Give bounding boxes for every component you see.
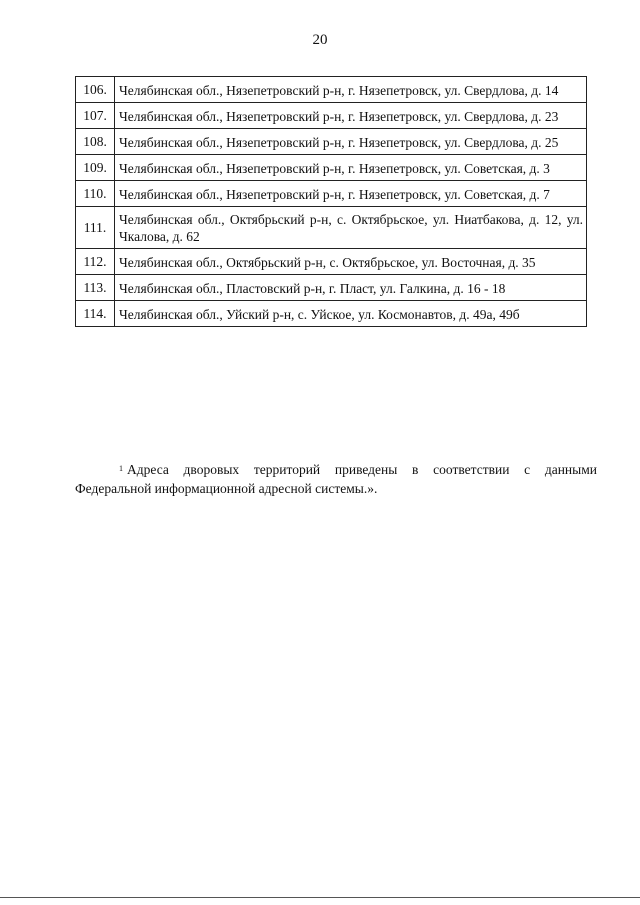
table-row bbox=[76, 103, 587, 129]
row-address: Челябинская обл., Нязепетровский р-н, г. Нязепетровск, ул. Свердлова, д. 25 bbox=[115, 129, 587, 155]
row-address: Челябинская обл., Нязепетровский р-н, г. Нязепетровск, ул. Свердлова, д. 23 bbox=[115, 103, 587, 129]
table-row bbox=[76, 249, 587, 275]
table-row bbox=[76, 129, 587, 155]
row-number: 106. bbox=[76, 77, 115, 103]
row-number: 112. bbox=[76, 249, 115, 275]
row-address: Челябинская обл., Октябрьский р-н, с. Октябрьское, ул. Ниатбакова, д. 12, ул. Чкалова, д. 62 bbox=[115, 207, 587, 249]
row-number: 110. bbox=[76, 181, 115, 207]
row-address: Челябинская обл., Пластовский р-н, г. Пласт, ул. Галкина, д. 16 - 18 bbox=[115, 275, 587, 301]
address-table-body bbox=[76, 77, 587, 327]
table-row bbox=[76, 275, 587, 301]
row-number: 113. bbox=[76, 275, 115, 301]
row-address: Челябинская обл., Нязепетровский р-н, г. Нязепетровск, ул. Советская, д. 3 bbox=[115, 155, 587, 181]
row-number: 111. bbox=[76, 207, 115, 249]
table-row bbox=[76, 155, 587, 181]
row-address: Челябинская обл., Нязепетровский р-н, г. Нязепетровск, ул. Свердлова, д. 14 bbox=[115, 77, 587, 103]
footnote-marker: 1 bbox=[119, 464, 123, 473]
row-number: 109. bbox=[76, 155, 115, 181]
table-row bbox=[76, 301, 587, 327]
row-address: Челябинская обл., Уйский р-н, с. Уйское, ул. Космонавтов, д. 49а, 49б bbox=[115, 301, 587, 327]
table-row bbox=[76, 207, 587, 249]
row-number: 108. bbox=[76, 129, 115, 155]
bottom-rule bbox=[0, 897, 640, 898]
row-number: 114. bbox=[76, 301, 115, 327]
row-number: 107. bbox=[76, 103, 115, 129]
page-number: 20 bbox=[312, 32, 328, 48]
address-table bbox=[75, 76, 587, 327]
row-address: Челябинская обл., Октябрьский р-н, с. Октябрьское, ул. Восточная, д. 35 bbox=[115, 249, 587, 275]
table-row bbox=[76, 181, 587, 207]
footnote bbox=[75, 460, 597, 498]
table-row bbox=[76, 77, 587, 103]
footnote-text: Адреса дворовых территорий приведены в соответствии с данными Федеральной информационной адресной системы.». bbox=[75, 462, 597, 496]
row-address: Челябинская обл., Нязепетровский р-н, г. Нязепетровск, ул. Советская, д. 7 bbox=[115, 181, 587, 207]
